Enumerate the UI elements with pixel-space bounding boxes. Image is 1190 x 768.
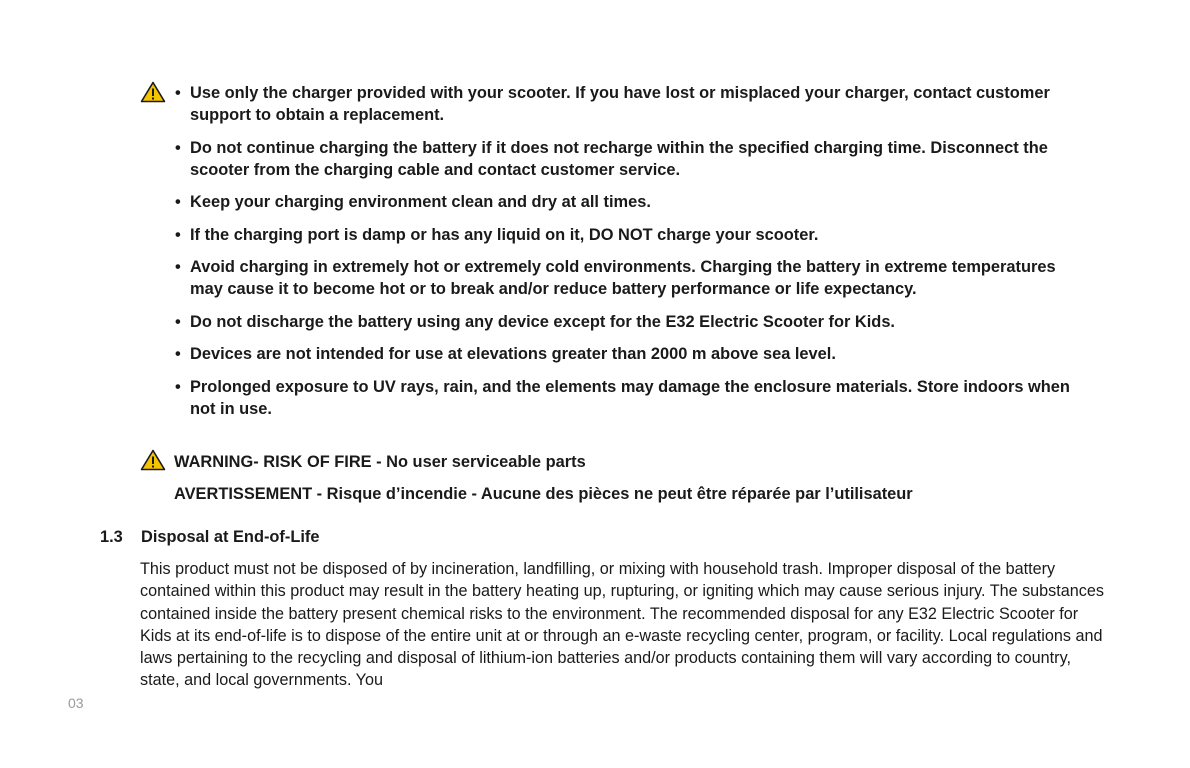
list-item: • Keep your charging environment clean and dry at all times. [175,191,1075,213]
list-item: • Prolonged exposure to UV rays, rain, and the elements may damage the enclosure materials. Store indoors when not in use. [175,376,1075,420]
warning-triangle-icon [140,449,166,471]
safety-bullet-list [175,82,1075,430]
fire-warning-french: AVERTISSEMENT - Risque d’incendie - Aucune des pièces ne peut être réparée par l’utilisateur [174,485,913,503]
list-item: • Avoid charging in extremely hot or extremely cold environments. Charging the battery in extreme temperatures may cause it to become hot or to break and/or reduce battery performance or life expectancy. [175,256,1075,300]
list-item: • Do not discharge the battery using any device except for the E32 Electric Scooter for Kids. [175,311,1075,333]
disposal-paragraph: This product must not be disposed of by incineration, landfilling, or mixing with household trash. Improper disposal of the battery contained within this product may result in the battery heating up, rupturing, or igniting which may cause serious injury. The substances contained inside the battery present chemical risks to the environment. The recommended disposal for any E32 Electric Scooter for Kids at its end-of-life is to dispose of the entire unit at or through an e-waste recycling center, program, or facility. Local regulations and laws pertaining to the recycling and disposal of lithium-ion batteries and/or products containing them will vary according to country, state, and local governments. You [140,560,1104,690]
list-item: • Use only the charger provided with your scooter. If you have lost or misplaced your charger, contact customer support to obtain a replacement. [175,82,1075,126]
warning-triangle-icon [140,81,166,103]
section-number: 1.3 [100,528,123,546]
section-heading [100,526,319,548]
page-number: 03 [68,695,84,711]
fire-warning-english: WARNING- RISK OF FIRE - No user serviceable parts [174,453,586,471]
section-title: Disposal at End-of-Life [141,528,320,546]
list-item: • If the charging port is damp or has any liquid on it, DO NOT charge your scooter. [175,224,1075,246]
list-item: • Do not continue charging the battery if it does not recharge within the specified charging time. Disconnect the scooter from the charging cable and contact customer service. [175,137,1075,181]
list-item: • Devices are not intended for use at elevations greater than 2000 m above sea level. [175,343,1075,365]
